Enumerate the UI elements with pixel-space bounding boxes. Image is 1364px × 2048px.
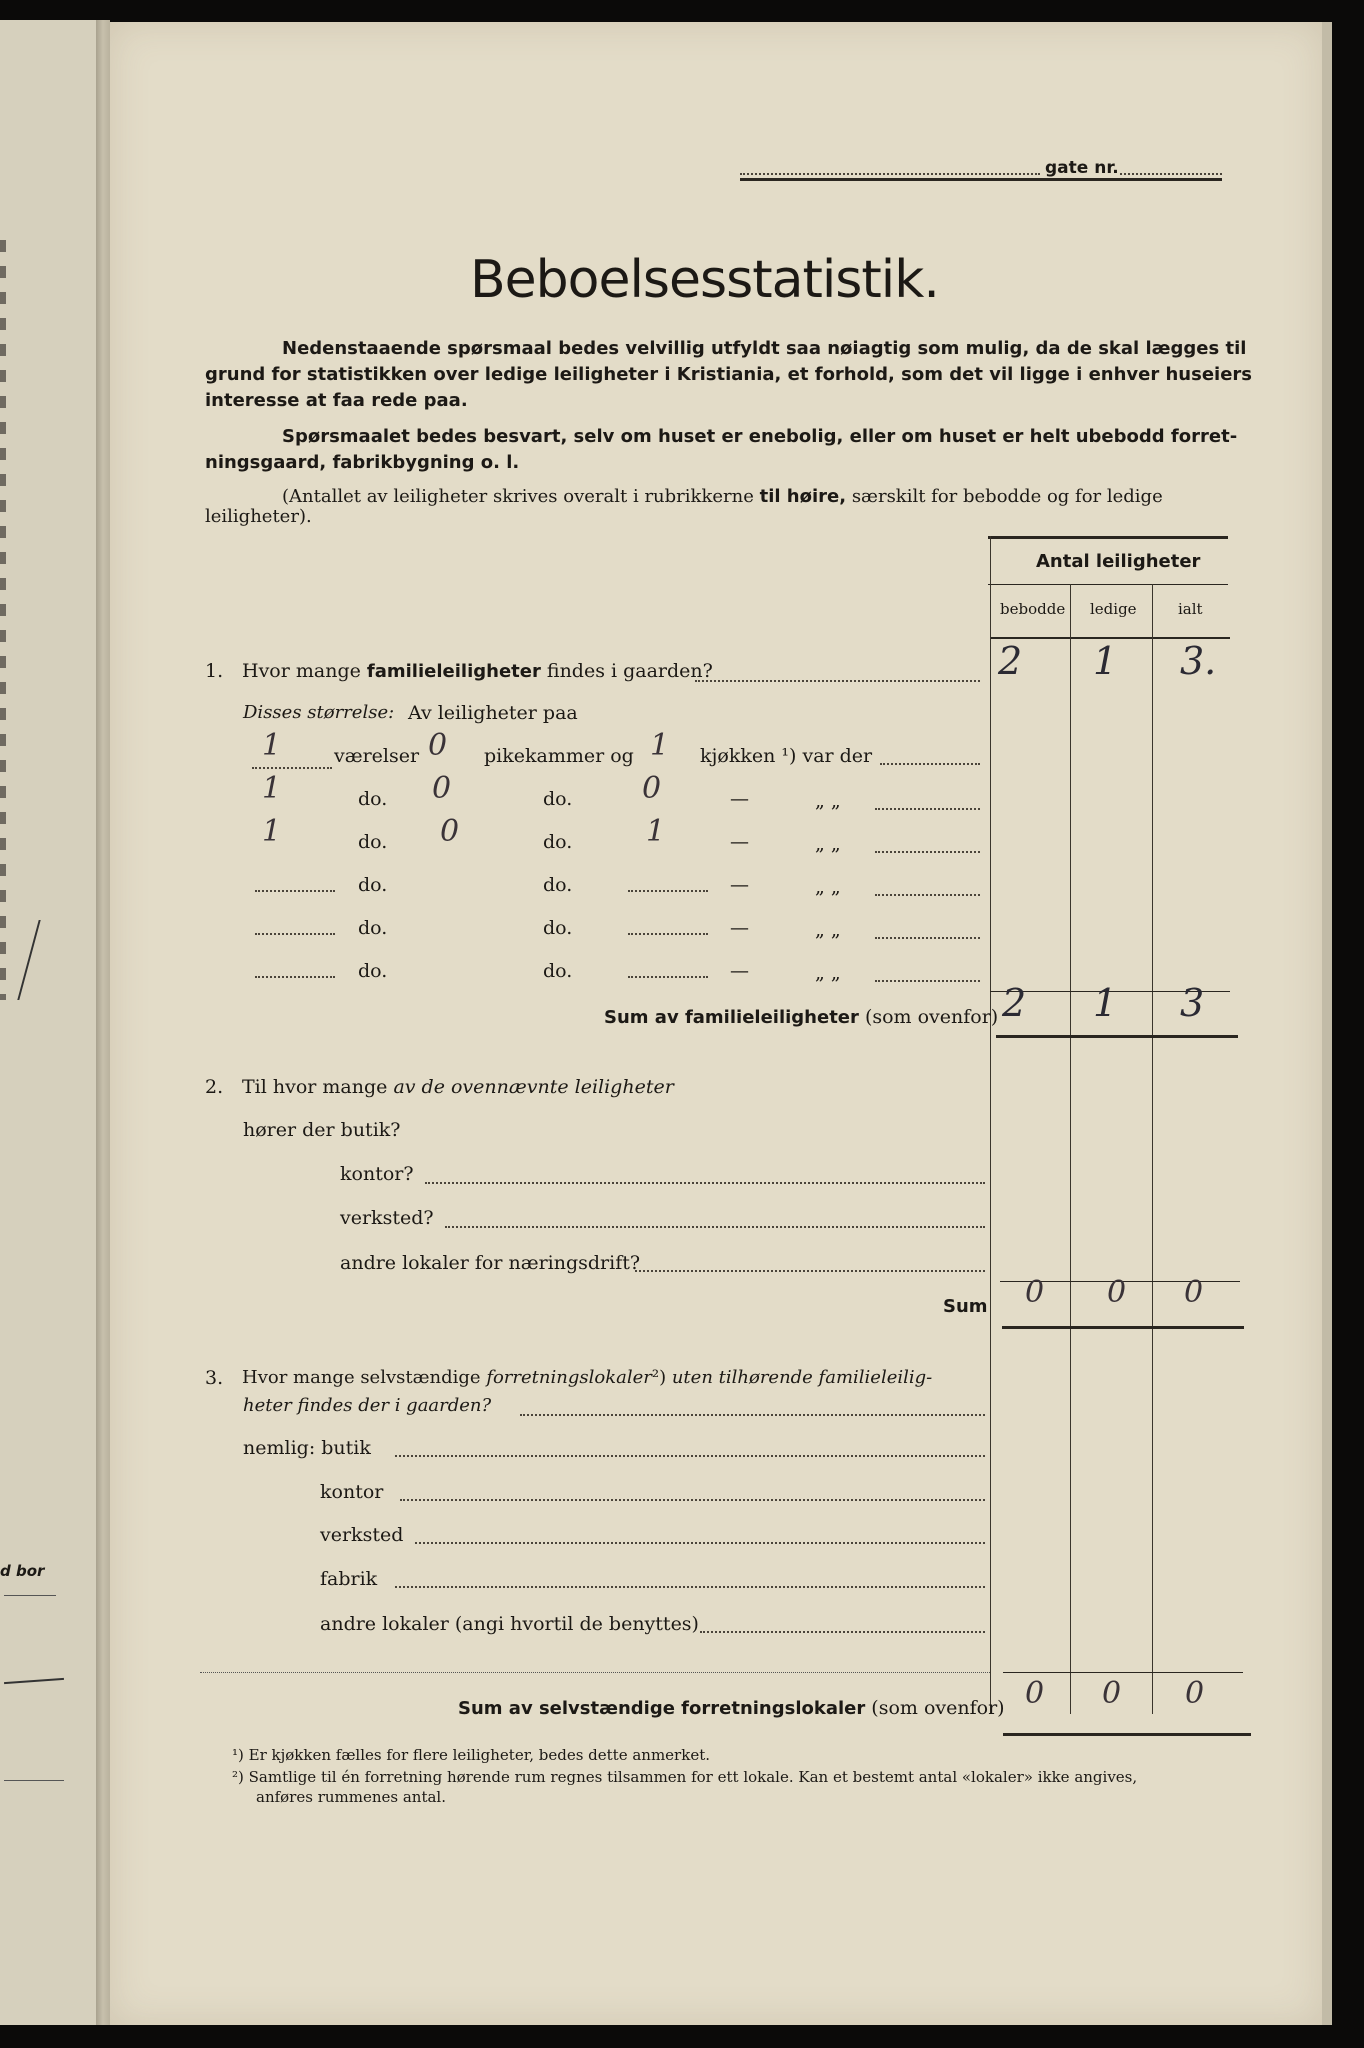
q1-text-a: Hvor mange	[242, 660, 361, 682]
q3-sum-label-a: Sum av selvstændige forretningslokaler	[458, 1698, 866, 1719]
q2-verksted: verksted?	[340, 1207, 434, 1229]
row2-do1: do.	[358, 788, 388, 810]
row6-rooms-field[interactable]	[255, 976, 335, 978]
row6-do1: do.	[358, 960, 388, 982]
row1-pike[interactable]: 0	[428, 728, 448, 763]
q1-answer-ledige[interactable]: 1	[1093, 639, 1118, 683]
row5-kitchen-field[interactable]	[628, 933, 708, 935]
intro-p1-line1: Nedenstaaende spørsmaal bedes velvillig utfyldt saa nøiagtig som mulig, da de skal lægges til	[282, 338, 1247, 359]
q1-sum-label	[604, 1006, 998, 1029]
row6-do2: do.	[543, 960, 573, 982]
q1-text-c: findes i gaarden?	[546, 660, 713, 682]
q1-sizes-after: Av leiligheter paa	[408, 702, 578, 724]
intro-p3-part-b: til høire,	[759, 486, 847, 507]
street-name-field[interactable]	[740, 173, 1040, 175]
row3-dash: —	[730, 831, 749, 853]
q3-sum-ledige[interactable]: 0	[1102, 1676, 1122, 1711]
intro-p2-line2: ningsgaard, fabrikbygning o. l.	[205, 452, 520, 473]
row2-rooms[interactable]: 1	[262, 771, 282, 806]
q1-sum-label-a: Sum av familieleiligheter	[604, 1007, 859, 1028]
intro-p3-line1	[282, 486, 1163, 508]
q3-sum-label	[458, 1697, 1005, 1720]
row6-kitchen-field[interactable]	[628, 976, 708, 978]
row2-do2: do.	[543, 788, 573, 810]
left-margin-fragment: d bor	[0, 1562, 45, 1580]
q3-text-b: forretningslokaler	[486, 1367, 652, 1388]
row6-dash: —	[730, 960, 749, 982]
q1-answer-bebodde[interactable]: 2	[998, 639, 1023, 683]
row1-kjokken-label: kjøkken ¹) var der	[700, 745, 873, 767]
q1-sizes-label: Disses størrelse:	[243, 702, 395, 723]
q3-andre: andre lokaler (angi hvortil de benyttes)	[320, 1613, 699, 1635]
intro-p1-line2: grund for statistikken over ledige leiligheter i Kristiania, et forhold, som det vil ligge i enhver huseiers	[205, 364, 1253, 385]
q3-sum-ialt[interactable]: 0	[1185, 1676, 1205, 1711]
q1-number: 1.	[205, 660, 224, 682]
row5-dash: —	[730, 917, 749, 939]
header-rule	[740, 178, 1222, 181]
row4-ditto: „ „	[815, 876, 841, 898]
row6-ditto: „ „	[815, 962, 841, 984]
page-fold	[96, 20, 110, 2025]
intro-p3-part-a: (Antallet av leiligheter skrives overalt i rubrikkerne	[282, 486, 754, 507]
q2-number: 2.	[205, 1076, 224, 1098]
q2-sum-ialt[interactable]: 0	[1184, 1275, 1204, 1310]
row3-ditto: „ „	[815, 833, 841, 855]
col-header-bebodde: bebodde	[1000, 600, 1066, 618]
row4-do2: do.	[543, 874, 573, 896]
row4-kitchen-field[interactable]	[628, 890, 708, 892]
col-header-ialt: ialt	[1178, 600, 1203, 618]
page-title: Beboelsesstatistik.	[470, 250, 939, 310]
q1-sum-ialt[interactable]: 3	[1180, 981, 1205, 1025]
q2-sum-label: Sum	[943, 1296, 988, 1317]
left-page-edge	[0, 20, 108, 2025]
table-title: Antal leiligheter	[1036, 551, 1201, 572]
q1-sum-label-b: (som ovenfor)	[864, 1006, 999, 1028]
q2-text-b: av de ovennævnte leiligheter	[393, 1076, 674, 1098]
col-header-ledige: ledige	[1090, 600, 1137, 618]
intro-p3-line2: leiligheter).	[205, 506, 312, 527]
q3-butik: nemlig: butik	[243, 1437, 371, 1459]
q2-kontor: kontor?	[340, 1163, 414, 1185]
q2-question	[242, 1076, 674, 1098]
row2-dash: —	[730, 788, 749, 810]
table-top-rule	[988, 536, 1228, 539]
q3-sum-bebodde[interactable]: 0	[1025, 1676, 1045, 1711]
right-page-edge	[1322, 22, 1332, 2025]
row3-do2: do.	[543, 831, 573, 853]
row3-do1: do.	[358, 831, 388, 853]
row5-do1: do.	[358, 917, 388, 939]
row4-dash: —	[730, 874, 749, 896]
street-number-field[interactable]	[1120, 173, 1222, 175]
row4-rooms-field[interactable]	[255, 890, 335, 892]
q3-number: 3.	[205, 1367, 224, 1389]
row2-pike[interactable]: 0	[432, 771, 452, 806]
q3-sum-label-b: (som ovenfor)	[871, 1697, 1005, 1719]
table-col-line-3	[1152, 584, 1153, 1714]
table-col-line-2	[1070, 584, 1071, 1714]
q1-question	[242, 660, 713, 683]
table-col-line-1	[990, 536, 991, 1714]
row5-rooms-field[interactable]	[255, 933, 335, 935]
q2-butik: hører der butik?	[243, 1119, 401, 1141]
footnote-2-line1: ²) Samtlige til én forretning hørende rum regnes tilsammen for ett lokale. Kan et bestemt antal «lokaler» ikke angives,	[232, 1768, 1138, 1786]
q3-line2: heter findes der i gaarden?	[243, 1395, 492, 1416]
q3-text-d: uten tilhørende familieleilig-	[671, 1367, 933, 1388]
q3-kontor: kontor	[320, 1481, 384, 1503]
q1-answer-ialt[interactable]: 3.	[1180, 639, 1217, 683]
intro-p1-line3: interesse at faa rede paa.	[205, 390, 468, 411]
row2-ditto: „ „	[815, 790, 841, 812]
q2-sum-ledige[interactable]: 0	[1107, 1275, 1127, 1310]
q2-andre: andre lokaler for næringsdrift?	[340, 1252, 641, 1274]
row5-do2: do.	[543, 917, 573, 939]
row3-rooms[interactable]: 1	[262, 814, 282, 849]
row5-ditto: „ „	[815, 919, 841, 941]
row1-rooms[interactable]: 1	[262, 728, 282, 763]
row3-kitchen[interactable]: 1	[646, 814, 666, 849]
q3-text-a: Hvor mange selvstændige	[242, 1367, 481, 1388]
row3-pike[interactable]: 0	[440, 814, 460, 849]
q2-sum-bebodde[interactable]: 0	[1025, 1275, 1045, 1310]
row1-vaerelser: værelser	[334, 745, 420, 767]
q1-sum-bebodde[interactable]: 2	[1002, 981, 1027, 1025]
q3-line1	[242, 1367, 932, 1389]
intro-p3-part-c: særskilt for bebodde og for ledige	[851, 486, 1163, 507]
street-label: gate nr.	[1045, 158, 1119, 178]
q2-text-a: Til hvor mange	[242, 1076, 388, 1098]
row1-kitchen[interactable]: 1	[650, 728, 670, 763]
intro-p2-line1: Spørsmaalet bedes besvart, selv om huset er enebolig, eller om huset er helt ubebodd forret-	[282, 426, 1238, 447]
q1-sum-ledige[interactable]: 1	[1093, 981, 1118, 1025]
footnote-2-line2: anføres rummenes antal.	[256, 1788, 446, 1806]
q1-text-b: familieleiligheter	[366, 661, 541, 682]
row2-kitchen[interactable]: 0	[642, 771, 662, 806]
q3-fabrik: fabrik	[320, 1568, 378, 1590]
q3-verksted: verksted	[320, 1524, 404, 1546]
footnote-1: ¹) Er kjøkken fælles for flere leiligheter, bedes dette anmerket.	[232, 1746, 710, 1764]
q3-text-c: ²)	[651, 1367, 667, 1388]
row1-pike-label: pikekammer og	[484, 745, 634, 767]
row4-do1: do.	[358, 874, 388, 896]
